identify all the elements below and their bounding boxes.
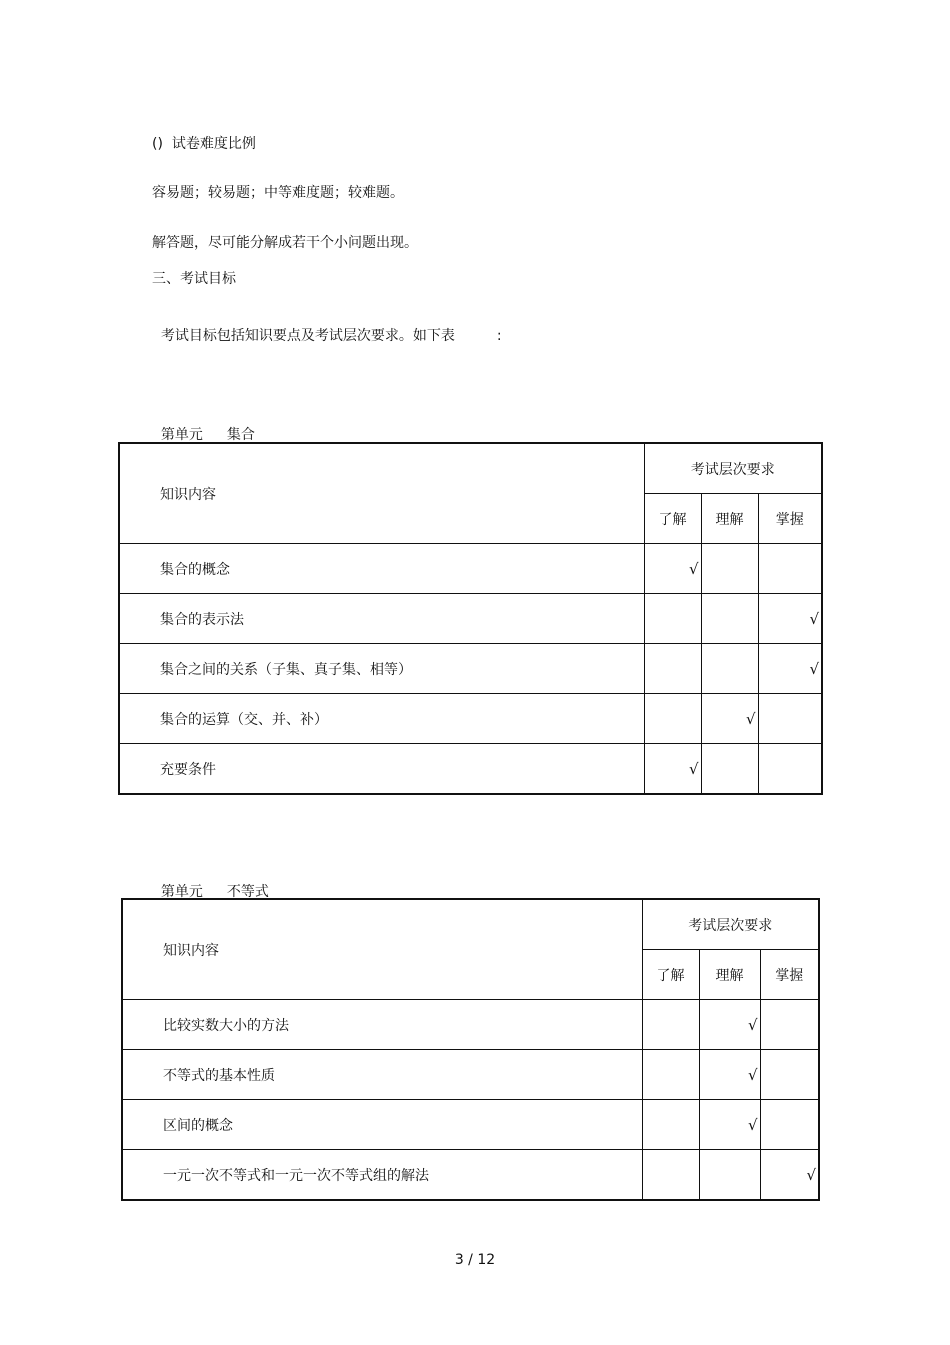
difficulty-types: 容易题；较易题；中等难度题；较难题。 — [152, 185, 404, 201]
header-level-master: 掌握 — [758, 494, 822, 544]
page-number: 3 / 12 — [454, 1252, 496, 1268]
check-mark — [644, 594, 701, 644]
answer-note: 解答题，尽可能分解成若干个小问题出现。 — [152, 235, 418, 251]
check-mark — [758, 694, 822, 744]
unit1-table — [118, 442, 823, 795]
table-row — [119, 544, 822, 594]
check-mark — [760, 1050, 819, 1100]
check-mark: √ — [644, 544, 701, 594]
unit2-name: 不等式 — [226, 884, 269, 900]
section3-title: 三、考试目标 — [152, 271, 236, 287]
row-content: 集合之间的关系（子集、真子集、相等） — [119, 644, 644, 694]
check-mark: √ — [699, 1100, 760, 1150]
row-content: 不等式的基本性质 — [122, 1050, 642, 1100]
unit2-table — [121, 898, 820, 1201]
row-content: 集合的运算（交、并、补） — [119, 694, 644, 744]
header-levels: 考试层次要求 — [644, 443, 822, 494]
table-row — [119, 594, 822, 644]
check-mark — [758, 744, 822, 795]
goal-colon: : — [496, 328, 502, 344]
goal-text: 考试目标包括知识要点及考试层次要求。如下表 — [160, 328, 455, 344]
check-mark — [642, 1000, 699, 1050]
header-content: 知识内容 — [119, 443, 644, 544]
check-mark: √ — [699, 1000, 760, 1050]
table-header-row — [119, 443, 822, 494]
header-levels: 考试层次要求 — [642, 899, 819, 950]
table-row — [119, 744, 822, 795]
check-mark: √ — [699, 1050, 760, 1100]
row-content: 充要条件 — [119, 744, 644, 795]
check-mark — [701, 744, 758, 795]
table-row — [122, 1100, 819, 1150]
unit2-label: 第单元 — [160, 884, 203, 900]
check-mark — [644, 644, 701, 694]
check-mark — [701, 544, 758, 594]
table-row — [122, 1050, 819, 1100]
row-content: 比较实数大小的方法 — [122, 1000, 642, 1050]
check-mark — [642, 1100, 699, 1150]
check-mark — [642, 1150, 699, 1201]
header-level-master: 掌握 — [760, 950, 819, 1000]
unit1-label: 第单元 — [160, 427, 203, 443]
check-mark: √ — [760, 1150, 819, 1201]
check-mark: √ — [644, 744, 701, 795]
row-content: 一元一次不等式和一元一次不等式组的解法 — [122, 1150, 642, 1201]
check-mark — [758, 544, 822, 594]
table-row — [122, 1000, 819, 1050]
check-mark — [699, 1150, 760, 1201]
check-mark — [701, 594, 758, 644]
unit1-name: 集合 — [226, 427, 255, 443]
table-row — [119, 694, 822, 744]
check-mark — [644, 694, 701, 744]
check-mark — [701, 644, 758, 694]
header-level-understand: 了解 — [644, 494, 701, 544]
table-row — [122, 1150, 819, 1201]
row-content: 区间的概念 — [122, 1100, 642, 1150]
check-mark — [760, 1000, 819, 1050]
row-content: 集合的表示法 — [119, 594, 644, 644]
check-mark — [642, 1050, 699, 1100]
table-row — [119, 644, 822, 694]
check-mark: √ — [758, 644, 822, 694]
header-level-comprehend: 理解 — [699, 950, 760, 1000]
check-mark: √ — [701, 694, 758, 744]
row-content: 集合的概念 — [119, 544, 644, 594]
header-level-understand: 了解 — [642, 950, 699, 1000]
unit1-title — [152, 408, 255, 444]
check-mark: √ — [758, 594, 822, 644]
goal-description — [152, 309, 502, 345]
unit2-title — [152, 865, 269, 901]
check-mark — [760, 1100, 819, 1150]
header-level-comprehend: 理解 — [701, 494, 758, 544]
header-content: 知识内容 — [122, 899, 642, 1000]
table-header-row — [122, 899, 819, 950]
section-ratio-heading: () 试卷难度比例 — [152, 136, 256, 152]
